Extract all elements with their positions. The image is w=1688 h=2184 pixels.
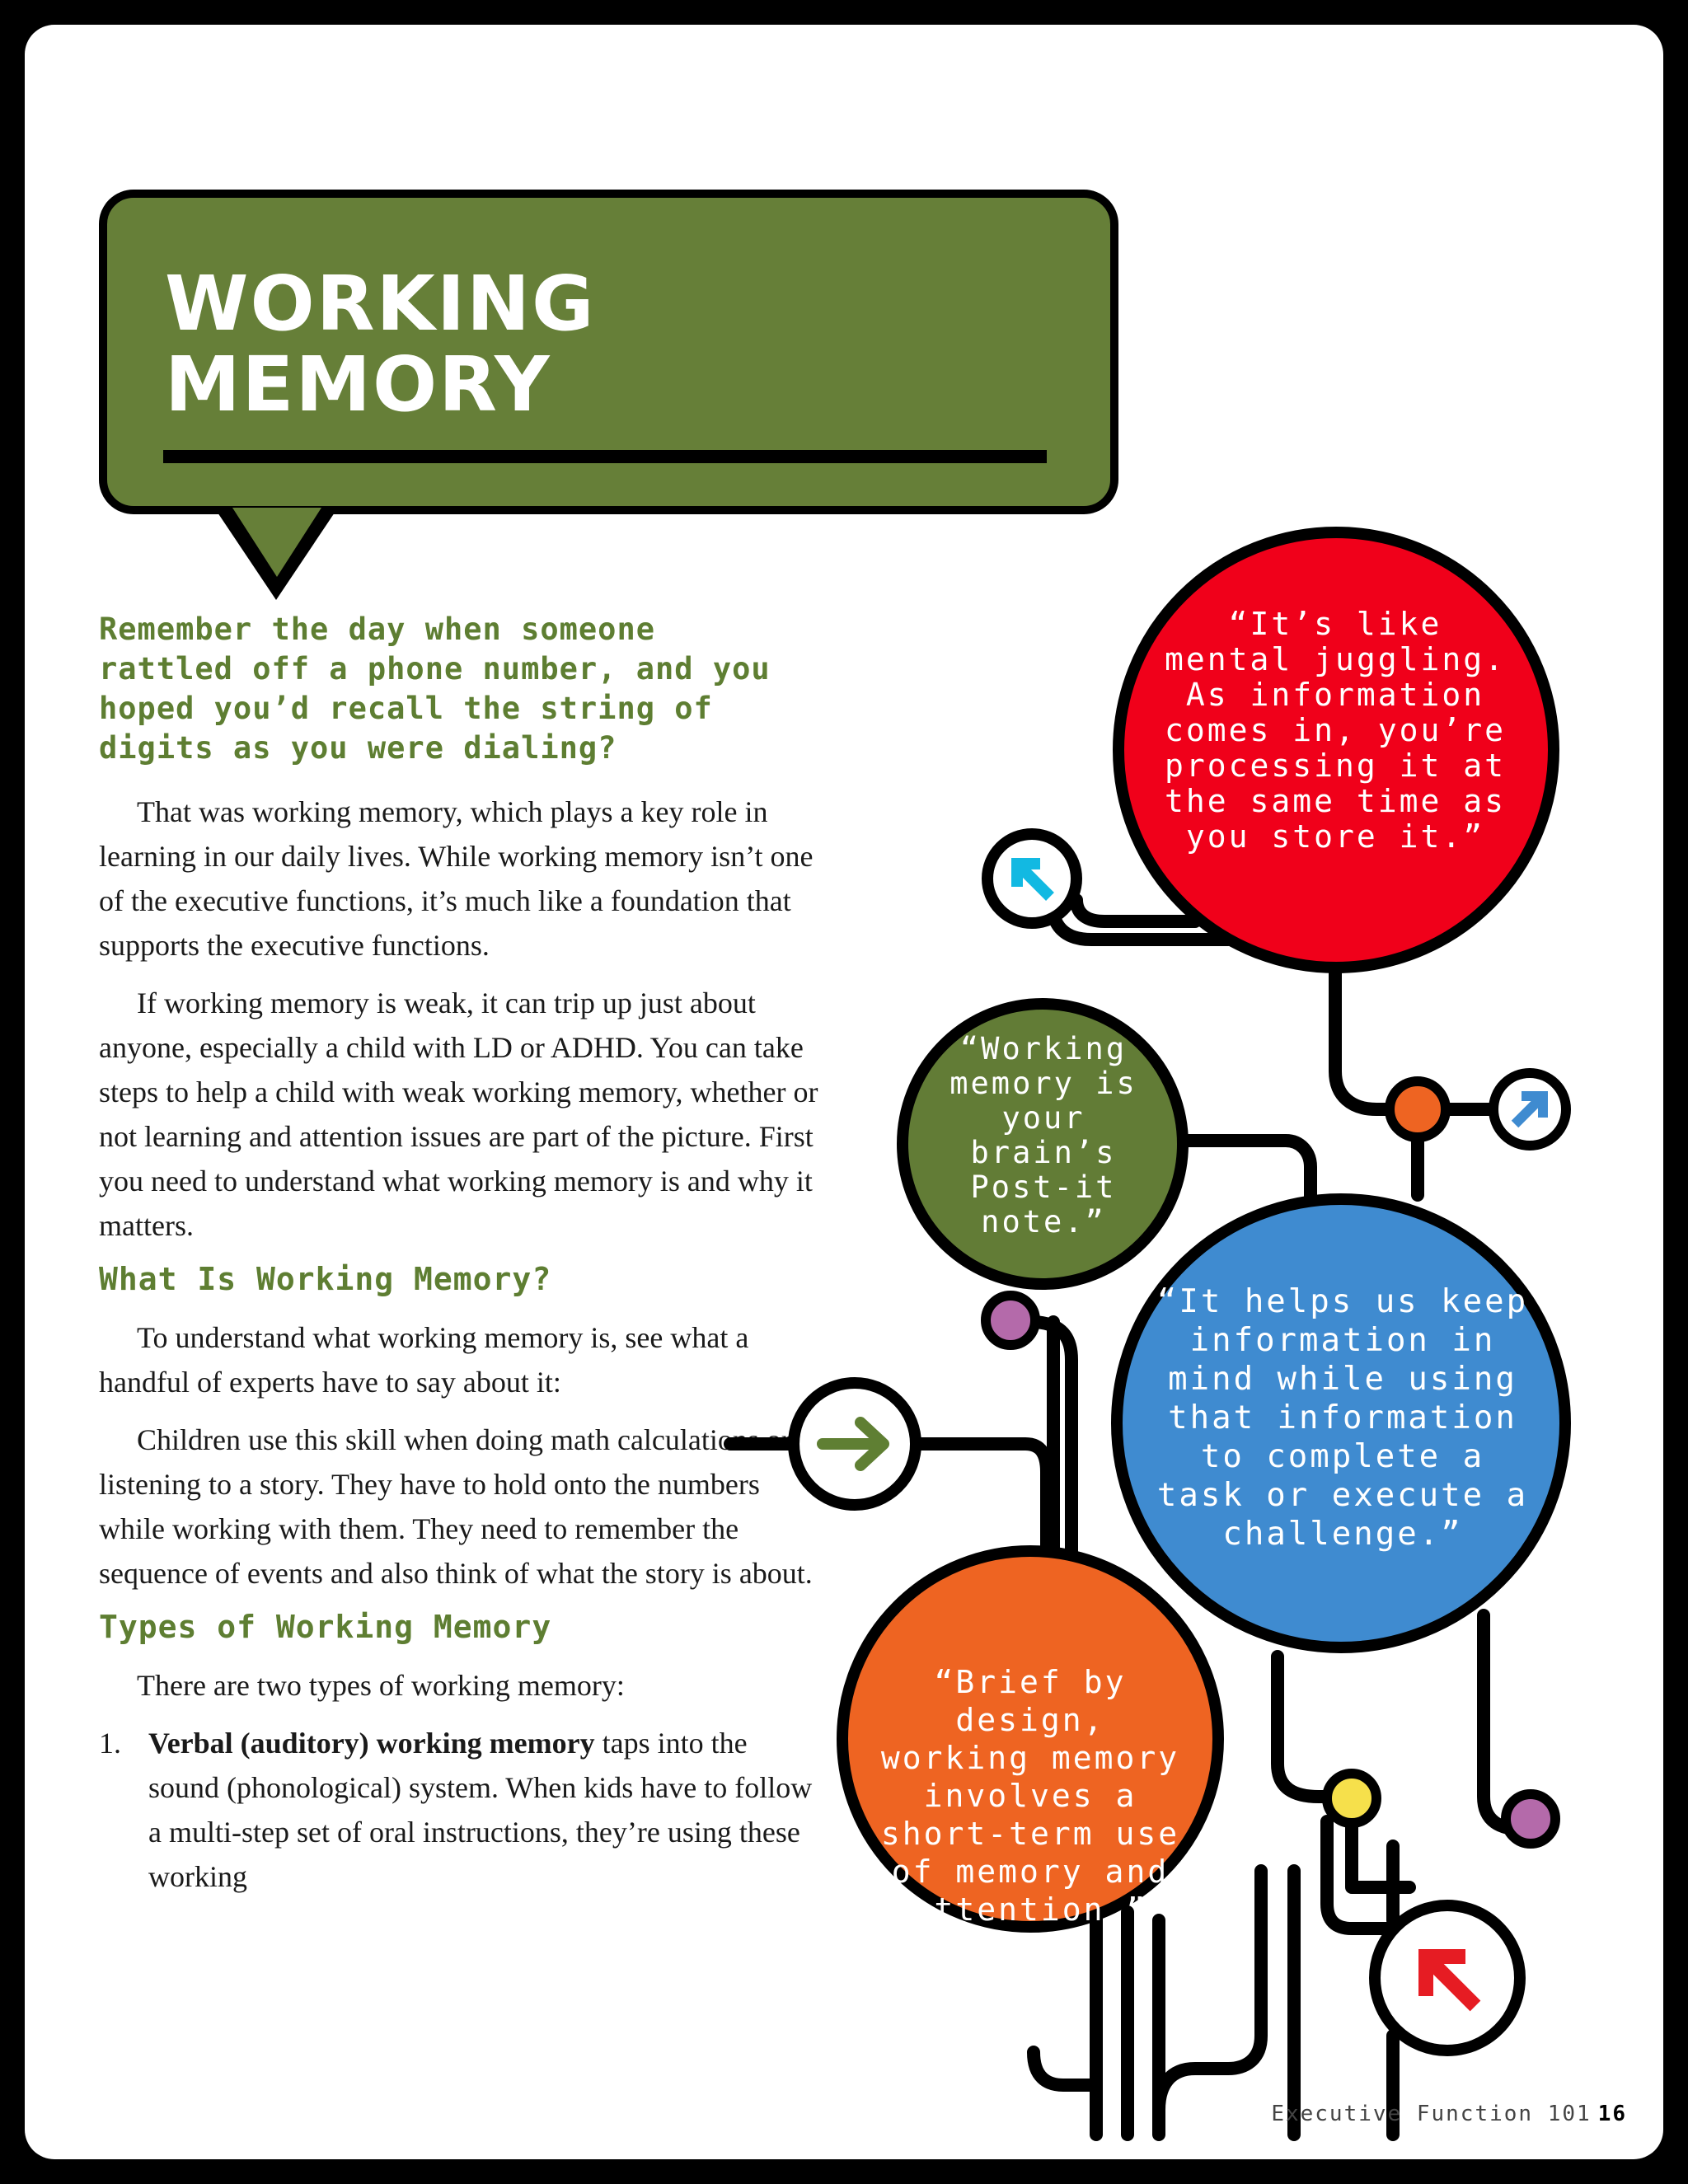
arrow-up-right-icon <box>1493 1073 1566 1146</box>
arrow-up-left-icon <box>987 834 1076 923</box>
connector-line <box>1335 964 1393 1109</box>
connector-line <box>1034 2052 1096 2085</box>
red-quote-text: “It’s like mental juggling. As information comes in, you’re processing it at the same time as you store it.” <box>1164 606 1507 855</box>
list-item-bold: Verbal (auditory) working memory <box>148 1727 595 1760</box>
section1-paragraph-2: Children use this skill when doing math calculations or listening to a story. They have to hold onto the numbers while working with them. They need to remember the sequence of events and also think of what the story is about. <box>99 1423 813 1590</box>
orange-quote-text: “Brief by design, working memory involves a short-term use of memory and attention.” <box>880 1664 1180 1928</box>
paragraph-2: If working memory is weak, it can trip up just about anyone, especially a child with LD or ADHD. You can take steps to help a child with weak working memory, whether or not learning and attention issues are part of the picture. First you need to understand what working memory is and why it matters. <box>99 987 818 1242</box>
green-quote-text: “Working memory is your brain’s Post-it note.” <box>950 1031 1137 1240</box>
orange-dot <box>1390 1081 1446 1137</box>
list-item-text: taps into the sound (phonological) system. When kids have to follow a multi-step set of oral instructions, they’re using these working <box>148 1727 813 1893</box>
list-number: 1. <box>99 1727 121 1760</box>
purple-dot <box>1506 1794 1555 1844</box>
section1-paragraph-1: To understand what working memory is, see what a handful of experts have to say about it: <box>99 1321 749 1399</box>
arrow-up-left-icon <box>1375 1905 1520 2050</box>
paragraph-1: That was working memory, which plays a key role in learning in our daily lives. While working memory isn’t one of the executive functions, it’s much like a foundation that supports the executive functions. <box>99 795 814 962</box>
quote-diagram <box>25 25 1663 2159</box>
section2-paragraph-1: There are two types of working memory: <box>137 1669 625 1702</box>
section-heading-what-is: What Is Working Memory? <box>99 1261 552 1297</box>
page <box>25 25 1663 2159</box>
page-number: 16 <box>1597 2102 1627 2126</box>
yellow-dot <box>1327 1774 1376 1823</box>
footer-label: Executive Function 101 <box>1271 2102 1592 2126</box>
section-heading-types: Types of Working Memory <box>99 1609 552 1645</box>
connector-line <box>1352 1821 1409 1887</box>
blue-quote-text: “It helps us keep information in mind while using that information to complete a task or execute a challenge.” <box>1156 1283 1529 1553</box>
arrow-right-icon <box>794 1383 916 1505</box>
title-line-2: MEMORY <box>165 340 551 429</box>
title-line-1: WORKING <box>165 260 596 348</box>
page-footer <box>1271 2102 1627 2126</box>
intro-question: Remember the day when someone rattled off a phone number, and you hoped you’d recall the string of digits as you were dialing? <box>99 612 771 766</box>
purple-dot <box>986 1296 1035 1345</box>
